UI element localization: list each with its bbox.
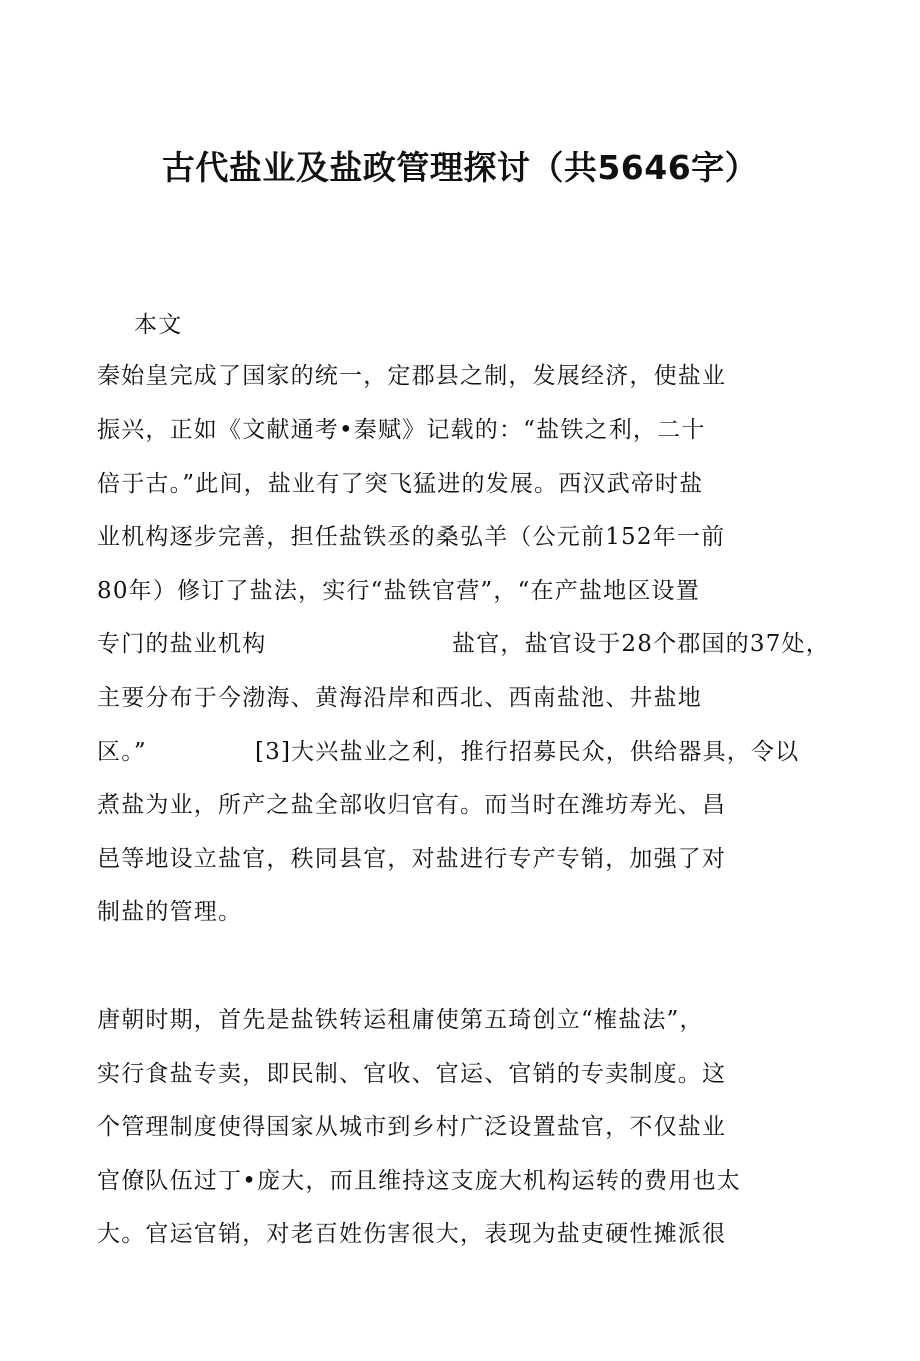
text-line: 业机构逐步完善，担任盐铁丞的桑弘羊（公元前152年一前 xyxy=(97,524,726,550)
text-line: 大。官运官销，对老百姓伤害很大，表现为盐吏硬性摊派很 xyxy=(97,1221,727,1247)
text-line: 煮盐为业，所产之盐全部收归官有。而当时在潍坊寿光、昌 xyxy=(97,792,727,818)
text-line: 80年）修订了盐法，实行“盐铁官营”，“在产盐地区设置 xyxy=(97,578,700,604)
text-line: 制盐的管理。 xyxy=(97,899,243,925)
text-line: 区。” xyxy=(97,739,147,765)
text-line: [3]大兴盐业之利，推行招募民众，供给器具，令以 xyxy=(255,739,800,765)
text-line: 官僚队伍过丁•庞大，而且维持这支庞大机构运转的费用也太 xyxy=(97,1168,741,1194)
intro-label: 本文 xyxy=(134,312,183,338)
text-line: 实行食盐专卖，即民制、官收、官运、官销的专卖制度。这 xyxy=(97,1061,727,1087)
text-line: 个管理制度使得国家从城市到乡村广泛设置盐官，不仅盐业 xyxy=(97,1114,727,1140)
text-line: 盐官，盐官设于28个郡国的37处， xyxy=(452,631,830,657)
text-line: 秦始皇完成了国家的统一，定郡县之制，发展经济，使盐业 xyxy=(97,363,727,389)
text-line: 倍于古。”此间，盐业有了突飞猛进的发展。西汉武帝时盐 xyxy=(97,471,704,497)
text-line: 唐朝时期，首先是盐铁转运租庸使第五琦创立“榷盐法”， xyxy=(97,1007,704,1033)
text-line: 主要分布于今渤海、黄海沿岸和西北、西南盐池、井盐地 xyxy=(97,685,702,711)
text-line: 邑等地设立盐官，秩同县官，对盐进行专产专销，加强了对 xyxy=(97,846,727,872)
document-title: 古代盐业及盐政管理探讨（共5646字） xyxy=(161,148,759,187)
text-line: 振兴，正如《文献通考•秦赋》记载的：“盐铁之利，二十 xyxy=(97,417,706,443)
text-line: 专门的盐业机构 xyxy=(97,631,267,657)
